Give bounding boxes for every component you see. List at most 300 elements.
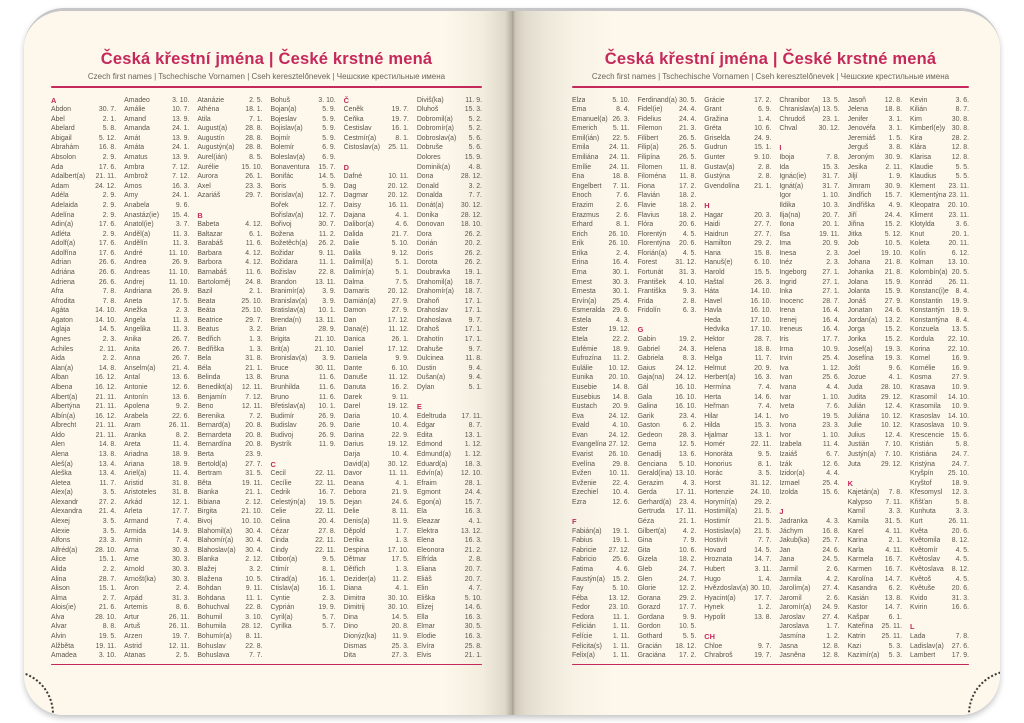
- name-entry: [572, 325, 630, 335]
- name-text: Irma: [779, 345, 794, 353]
- name-text: Alžběta: [51, 642, 74, 650]
- name-text: Konstanc(i)e: [910, 288, 949, 296]
- name-entry: [51, 651, 116, 661]
- nameday-date: 12. 7.: [318, 201, 336, 209]
- nameday-date: 19. 1.: [612, 527, 630, 535]
- name-entry: [910, 249, 969, 259]
- name-entry: [344, 134, 409, 144]
- name-entry: [910, 642, 969, 652]
- nameday-date: 29. 7.: [245, 316, 263, 324]
- name-entry: [344, 507, 409, 517]
- nameday-date: 23. 11.: [948, 211, 969, 219]
- name-entry: [638, 172, 697, 182]
- name-entry: [344, 182, 409, 192]
- nameday-date: 3. 10.: [318, 96, 336, 104]
- name-text: Hostivít: [704, 537, 728, 545]
- name-entry: [51, 287, 116, 297]
- name-text: Alfréd(a): [51, 546, 78, 554]
- name-entry: [197, 555, 262, 565]
- nameday-date: 9. 9.: [682, 613, 697, 621]
- name-entry: [124, 613, 189, 623]
- nameday-date: 3. 2.: [249, 565, 263, 573]
- name-text: Alida: [51, 565, 67, 573]
- nameday-date: 27. 9.: [884, 297, 903, 305]
- name-entry: [572, 316, 630, 326]
- name-entry: [417, 632, 482, 642]
- name-entry: [124, 316, 189, 326]
- name-entry: [572, 450, 630, 460]
- nameday-date: 13. 9.: [172, 115, 190, 123]
- name-text: Jonáš: [847, 297, 867, 305]
- name-columns-right: [572, 96, 969, 662]
- name-entry: [417, 287, 482, 297]
- name-entry: [848, 536, 902, 546]
- name-text: Filomen: [637, 163, 663, 171]
- nameday-date: 26. 11.: [948, 518, 969, 526]
- nameday-date: 16. 4.: [822, 316, 840, 324]
- name-text: Aleš(a): [51, 460, 73, 468]
- name-text: Jindřiška: [847, 201, 875, 209]
- name-text: Donát(a): [416, 201, 444, 209]
- nameday-date: 20. 4.: [318, 518, 336, 526]
- name-text: Davor: [343, 470, 363, 478]
- name-entry: [910, 373, 969, 383]
- name-entry: [848, 527, 902, 537]
- name-text: Erhard: [572, 221, 593, 229]
- name-text: Izmael: [779, 479, 800, 487]
- name-text: Alice: [51, 556, 66, 564]
- nameday-date: 11. 11.: [388, 470, 409, 478]
- name-text: Gaius: [637, 364, 656, 372]
- nameday-date: 10. 9.: [951, 403, 969, 411]
- name-text: Jozue: [847, 374, 867, 382]
- name-text: Aurélie: [197, 163, 219, 171]
- nameday-date: 17. 7.: [172, 508, 190, 516]
- name-text: Karel: [847, 527, 864, 535]
- name-entry: [197, 507, 262, 517]
- name-text: Ctibor(a): [270, 556, 298, 564]
- blank-row: [704, 622, 771, 632]
- name-entry: [124, 440, 189, 450]
- name-text: Kajetán(a): [847, 489, 880, 497]
- name-entry: [270, 469, 335, 479]
- name-text: Ezechiel: [572, 489, 599, 497]
- name-text: Amanda: [124, 125, 150, 133]
- name-entry: [572, 335, 630, 345]
- name-entry: [51, 297, 116, 307]
- nameday-date: 4. 2.: [826, 575, 840, 583]
- name-text: Atanázie: [197, 96, 225, 104]
- name-text: Iva: [779, 364, 789, 372]
- name-entry: [848, 191, 902, 201]
- name-text: Eliana: [416, 565, 436, 573]
- nameday-date: 17. 1.: [464, 307, 482, 315]
- nameday-date: 17. 7.: [822, 336, 840, 344]
- nameday-date: 13. 12.: [460, 527, 482, 535]
- name-entry: [417, 622, 482, 632]
- nameday-date: 13. 9.: [172, 134, 190, 142]
- name-entry: [51, 517, 116, 527]
- nameday-date: 19. 11.: [819, 230, 840, 238]
- name-text: Karmen: [847, 565, 872, 573]
- name-text: Jakub(ka): [779, 537, 810, 545]
- name-entry: [270, 249, 335, 259]
- nameday-date: 27. 2.: [98, 498, 117, 506]
- nameday-date: 16. 4.: [612, 259, 630, 267]
- nameday-date: 16. 10.: [750, 307, 772, 315]
- nameday-date: 10. 9.: [822, 345, 840, 353]
- name-text: Egon(a): [416, 498, 442, 506]
- name-text: Hermína: [704, 383, 731, 391]
- name-entry: [572, 211, 630, 221]
- name-entry: [417, 642, 482, 652]
- nameday-date: 25. 8.: [464, 642, 482, 650]
- name-entry: [910, 527, 969, 537]
- name-text: Elektra: [416, 527, 439, 535]
- name-entry: [779, 565, 839, 575]
- name-text: Elin: [416, 585, 429, 593]
- name-text: Kornel: [910, 355, 930, 363]
- name-entry: [638, 622, 697, 632]
- nameday-date: 15. 9.: [464, 154, 482, 162]
- nameday-date: 26. 10.: [608, 240, 630, 248]
- name-text: Jaromír(a): [779, 604, 812, 612]
- nameday-date: 1. 7.: [395, 527, 409, 535]
- nameday-date: 11. 12.: [388, 374, 409, 382]
- name-entry: [124, 134, 189, 144]
- name-text: Anika: [124, 336, 142, 344]
- name-entry: [704, 354, 771, 364]
- name-entry: [848, 412, 902, 422]
- nameday-date: 27. 12.: [608, 441, 630, 449]
- name-text: Aleška: [51, 470, 72, 478]
- name-entry: [848, 517, 902, 527]
- name-text: Béla: [197, 364, 212, 372]
- name-text: Gvendolína: [704, 182, 740, 190]
- name-text: Griselda: [704, 134, 730, 142]
- name-entry: [638, 182, 697, 192]
- name-text: Cyril(a): [270, 613, 293, 621]
- section-letter: Č: [343, 95, 349, 105]
- name-text: Alvin: [51, 632, 66, 640]
- nameday-date: 26. 3.: [612, 115, 630, 123]
- nameday-date: 26. 11.: [948, 278, 969, 286]
- section-letter: E: [416, 402, 422, 412]
- name-text: Juliána: [847, 412, 870, 420]
- name-entry: [417, 498, 482, 508]
- name-entry: [270, 440, 335, 450]
- name-entry: [270, 431, 335, 441]
- nameday-date: 4. 8.: [468, 163, 482, 171]
- name-entry: [848, 584, 902, 594]
- nameday-date: 17. 6.: [98, 240, 117, 248]
- nameday-date: 7. 11.: [885, 498, 903, 506]
- nameday-date: 6. 1.: [249, 230, 263, 238]
- nameday-date: 20. 6.: [951, 585, 969, 593]
- nameday-date: 16. 9.: [951, 355, 969, 363]
- nameday-date: 14. 10.: [95, 316, 117, 324]
- name-text: Ábel: [51, 115, 65, 123]
- name-text: Bolemír: [270, 144, 295, 152]
- name-entry: [638, 211, 697, 221]
- name-text: Eliáš: [416, 575, 432, 583]
- name-entry: [344, 546, 409, 556]
- name-entry: [270, 96, 335, 106]
- name-text: Cedrik: [270, 489, 291, 497]
- nameday-date: 26. 10.: [608, 230, 630, 238]
- name-entry: [124, 507, 189, 517]
- name-text: Chval: [779, 125, 798, 133]
- name-text: Angela: [124, 316, 146, 324]
- name-entry: [270, 507, 335, 517]
- name-entry: [417, 460, 482, 470]
- name-entry: [344, 345, 409, 355]
- name-text: Gordon: [637, 623, 661, 631]
- nameday-date: 23. 1.: [822, 115, 840, 123]
- name-entry: [51, 105, 116, 115]
- name-text: Chrabroš: [704, 652, 733, 660]
- nameday-date: 31. 3.: [679, 269, 697, 276]
- name-entry: [124, 594, 189, 604]
- nameday-date: 13. 4.: [98, 470, 117, 478]
- name-text: Artemis: [124, 604, 148, 612]
- name-text: Havel: [704, 297, 722, 305]
- nameday-date: 4. 5.: [955, 556, 969, 564]
- nameday-date: 4. 7.: [468, 585, 482, 593]
- name-entry: [910, 201, 969, 211]
- name-text: Alex(a): [51, 489, 73, 497]
- nameday-date: 1. 11.: [612, 652, 630, 660]
- name-entry: [417, 153, 482, 163]
- nameday-date: 28. 10.: [95, 546, 117, 554]
- name-text: Jorika: [847, 336, 867, 344]
- nameday-date: 7. 6.: [616, 192, 630, 200]
- name-text: Křišťan: [910, 498, 933, 506]
- name-entry: [124, 249, 189, 259]
- nameday-date: 4. 10.: [612, 422, 630, 430]
- name-text: Fabricie: [572, 546, 597, 554]
- name-text: Bedřich: [197, 336, 221, 344]
- name-entry: [124, 268, 189, 278]
- name-entry: [910, 287, 969, 297]
- name-entry: [779, 555, 839, 565]
- nameday-date: 18. 3.: [464, 460, 482, 468]
- blank-row: [638, 316, 697, 326]
- name-entry: [124, 402, 189, 412]
- name-entry: [704, 211, 771, 221]
- name-text: Aglaja: [51, 326, 71, 334]
- name-entry: [51, 182, 116, 192]
- nameday-date: 7. 4.: [757, 403, 772, 411]
- name-entry: [572, 622, 630, 632]
- nameday-date: 11. 9.: [465, 96, 482, 104]
- nameday-date: 6. 3.: [682, 307, 697, 315]
- nameday-date: 17. 1.: [464, 336, 482, 344]
- name-entry: [51, 488, 116, 498]
- name-entry: [197, 143, 262, 153]
- nameday-date: 13. 5.: [951, 326, 969, 334]
- nameday-date: 2. 12.: [245, 498, 263, 506]
- name-entry: [124, 182, 189, 192]
- name-text: Eleazar: [416, 518, 441, 526]
- name-entry: [910, 124, 969, 134]
- nameday-date: 26. 1.: [245, 173, 263, 181]
- name-text: Beáta: [197, 307, 216, 315]
- name-entry: [270, 364, 335, 374]
- name-entry: [270, 105, 335, 115]
- name-text: Kurt: [910, 518, 923, 526]
- name-text: Drahomír(a): [416, 288, 454, 296]
- name-entry: [638, 191, 697, 201]
- nameday-date: 30. 1.: [612, 269, 630, 276]
- name-text: Borislav(a): [270, 192, 304, 200]
- nameday-date: 26. 10.: [608, 450, 630, 458]
- name-entry: [197, 354, 262, 364]
- name-text: Bohuslava: [197, 652, 230, 660]
- nameday-date: 21. 1.: [679, 518, 697, 526]
- name-text: Ivana: [779, 383, 797, 391]
- nameday-date: 12. 7.: [318, 211, 336, 219]
- name-entry: [848, 613, 902, 623]
- name-text: Dora: [416, 230, 432, 238]
- name-text: Debora: [343, 489, 367, 497]
- name-entry: [848, 594, 902, 604]
- nameday-date: 24. 9.: [754, 134, 772, 142]
- name-text: Křesomysl: [910, 489, 943, 497]
- nameday-date: 18. 2.: [679, 211, 697, 219]
- name-text: Inesa: [779, 249, 797, 257]
- name-entry: [910, 575, 969, 585]
- nameday-date: 20. 8.: [391, 623, 409, 631]
- name-text: Alva: [51, 613, 65, 621]
- name-text: Fortunát: [637, 269, 664, 276]
- name-text: Gerhard(a): [637, 498, 672, 506]
- diary-book: [24, 8, 1000, 715]
- nameday-date: 17. 5.: [172, 297, 190, 305]
- name-text: Amáta: [124, 144, 145, 152]
- name-text: Harold: [704, 269, 725, 276]
- name-text: Ima: [779, 240, 791, 248]
- nameday-date: 16. 10.: [675, 393, 697, 401]
- name-text: Hagar: [704, 211, 724, 219]
- name-text: Beata: [197, 297, 216, 305]
- nameday-date: 2. 6.: [826, 594, 840, 602]
- name-entry: [572, 268, 630, 278]
- nameday-date: 16. 11.: [388, 201, 409, 209]
- name-entry: [779, 412, 839, 422]
- name-entry: [270, 115, 335, 125]
- name-entry: [572, 632, 630, 642]
- name-text: Ema: [572, 106, 587, 114]
- name-text: Bertram: [197, 470, 222, 478]
- name-entry: [417, 220, 482, 230]
- nameday-date: 2. 11.: [99, 345, 117, 353]
- nameday-date: 16. 8.: [822, 527, 840, 535]
- name-text: Cecílie: [270, 479, 292, 487]
- name-text: Bazil: [197, 288, 213, 296]
- nameday-date: 6. 12.: [951, 249, 969, 257]
- nameday-date: 16. 12.: [95, 412, 117, 420]
- name-entry: [704, 431, 771, 441]
- name-text: Jindřich: [847, 192, 872, 200]
- name-text: Drahoš: [416, 326, 440, 334]
- nameday-date: 20. 8.: [245, 441, 263, 449]
- name-entry: [638, 134, 697, 144]
- nameday-date: 2. 9.: [102, 211, 117, 219]
- name-text: Andrea: [124, 259, 147, 267]
- name-entry: [270, 546, 335, 556]
- nameday-date: 17. 12.: [387, 316, 409, 324]
- name-entry: [638, 431, 697, 441]
- name-entry: [197, 565, 262, 575]
- nameday-date: 25. 11.: [881, 632, 903, 640]
- name-entry: [572, 498, 630, 508]
- name-entry: [417, 546, 482, 556]
- name-entry: [572, 306, 630, 316]
- name-entry: [344, 383, 409, 393]
- name-entry: [704, 479, 771, 489]
- nameday-date: 10. 7.: [172, 106, 190, 114]
- nameday-date: 3. 9.: [322, 355, 336, 363]
- name-entry: [51, 268, 116, 278]
- name-entry: [197, 239, 262, 249]
- nameday-date: 5. 9.: [322, 106, 336, 114]
- name-text: Hostislav(a): [704, 527, 741, 535]
- name-entry: [848, 201, 902, 211]
- nameday-date: 9. 11.: [392, 393, 409, 401]
- name-entry: [344, 517, 409, 527]
- name-text: Denis(a): [343, 518, 370, 526]
- name-text: Alexandr: [51, 498, 79, 506]
- name-entry: [848, 575, 902, 585]
- nameday-date: 30. 9.: [884, 182, 903, 190]
- name-entry: [51, 632, 116, 642]
- name-entry: [124, 517, 189, 527]
- name-text: Josefína: [847, 355, 874, 363]
- name-text: Damián(a): [343, 297, 376, 305]
- nameday-date: 16. 6.: [951, 604, 969, 612]
- nameday-date: 12. 2.: [679, 585, 697, 593]
- nameday-date: 11. 6.: [245, 240, 263, 248]
- name-entry: [197, 431, 262, 441]
- name-text: František: [637, 278, 666, 286]
- name-text: Inocenc: [779, 297, 804, 305]
- name-text: Aida: [51, 355, 65, 363]
- section-letter: L: [910, 622, 915, 632]
- name-entry: [270, 412, 335, 422]
- nameday-date: 12. 3.: [951, 489, 969, 497]
- name-entry: [51, 325, 116, 335]
- name-text: Kryštof: [910, 479, 932, 487]
- name-text: Branimír(a): [270, 288, 305, 296]
- nameday-date: 17. 6.: [98, 221, 117, 229]
- nameday-date: 13. 1.: [464, 431, 482, 439]
- nameday-date: 24. 4.: [679, 106, 697, 114]
- name-entry: [270, 517, 335, 527]
- name-entry: [638, 345, 697, 355]
- name-columns-left: [51, 96, 482, 662]
- name-text: Ladislav(a): [910, 642, 944, 650]
- name-entry: [417, 507, 482, 517]
- name-text: Fabius: [572, 537, 593, 545]
- name-entry: [638, 364, 697, 374]
- name-entry: [51, 172, 116, 182]
- name-entry: [572, 163, 630, 173]
- name-text: Hektor: [704, 336, 725, 344]
- nameday-date: 7. 6.: [826, 403, 840, 411]
- name-text: Doubravka: [416, 269, 451, 276]
- section-letter: A: [51, 95, 57, 105]
